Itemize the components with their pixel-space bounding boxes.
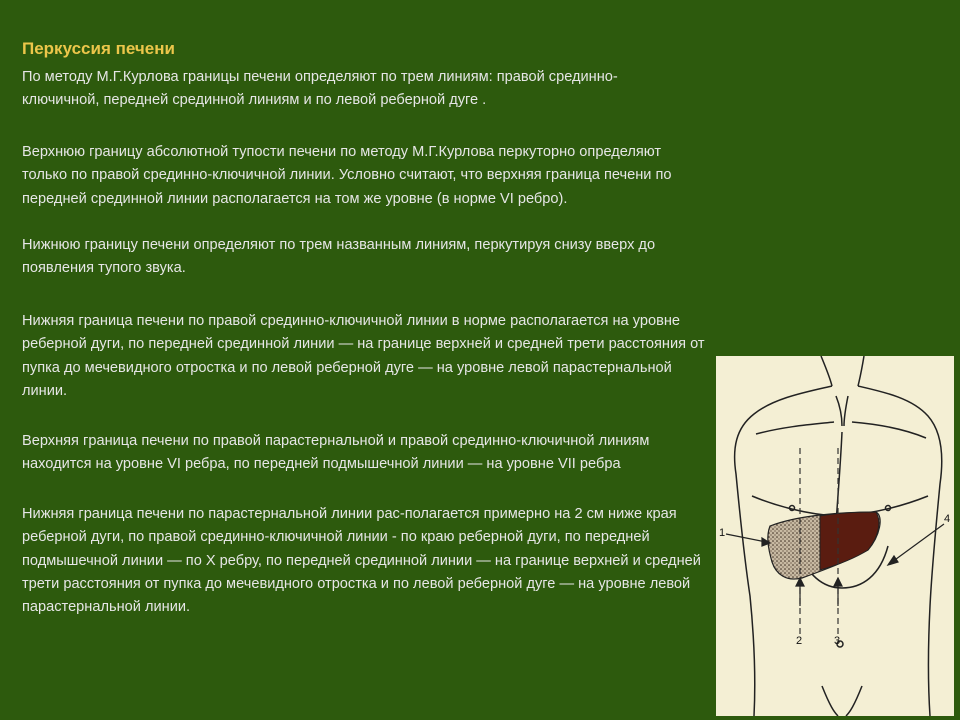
paragraph-lower-border-levels: Нижняя граница печени по парастернальной линии рас-полагается примерно на 2 см ниже края реберной дуги, по правой срединно-ключичной линии - по краю реберной дуги, по передней подмышечной линии — по X ребру, по передней срединной линии — на границе верхней и средней трети расстояния от пупка до мечевидного отростка и по левой реберной дуге — на уровне левой парастернальной линии. — [22, 506, 701, 616]
figure-label-2: 2 — [796, 635, 803, 647]
paragraph-lower-border-method: Нижнюю границу печени определяют по трем названным линиям, перкутируя снизу вверх до появления тупого звука. — [22, 237, 656, 277]
figure-label-4: 4 — [944, 513, 951, 525]
liver-shape — [768, 512, 880, 579]
slide-title: Перкуссия печени — [22, 39, 175, 58]
torso-liver-diagram — [716, 356, 954, 716]
torso-illustration — [716, 356, 954, 716]
figure-label-3: 3 — [834, 635, 841, 647]
paragraph-upper-border-levels: Верхняя граница печени по правой парастернальной и правой срединно-ключичной линиям находится на уровне VI ребра, по передней подмышечной линии — на уровне VII ребра — [22, 433, 650, 473]
figure-label-1: 1 — [719, 527, 726, 539]
paragraph-lower-border-norm: Нижняя граница печени по правой срединно-ключичной линии в норме располагается на уровне реберной дуги, по передней срединной линии — на границе верхней и средней трети расстояния от пупка до мечевидного отростка и по левой реберной дуге — на уровне левой парастернальной линии. — [22, 313, 705, 399]
paragraph-kurlov-method: По методу М.Г.Курлова границы печени определяют по трем линиям: правой срединно- ключичной, передней срединной линиям и по левой реберной дуге . — [22, 69, 618, 109]
paragraph-upper-border-method: Верхнюю границу абсолютной тупости печени по методу М.Г.Курлова перкуторно определяют только по правой срединно-ключичной линии. Условно считают, что верхняя граница печени по передней срединной линии располагается на том же уровне (в норме VI ребро). — [22, 144, 672, 207]
